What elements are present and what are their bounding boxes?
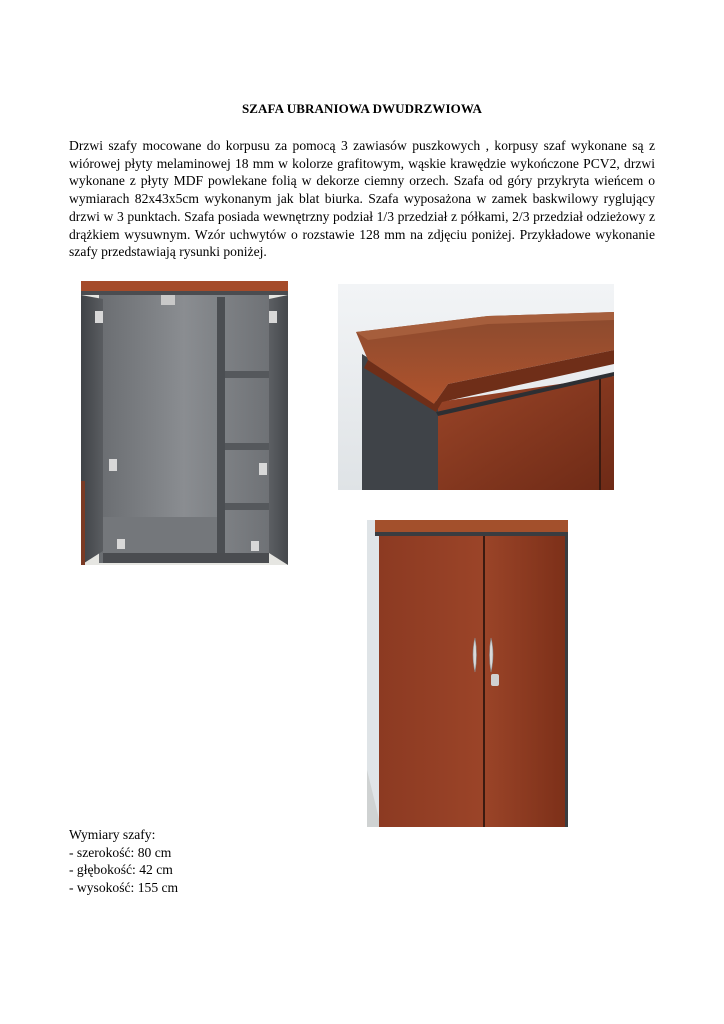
wardrobe-top-corner-photo bbox=[338, 284, 614, 490]
wardrobe-front-photo bbox=[367, 520, 568, 827]
dimension-depth: - głębokość: 42 cm bbox=[69, 862, 173, 877]
dimensions-block bbox=[69, 826, 178, 896]
wardrobe-interior-photo bbox=[81, 281, 288, 565]
dimension-width: - szerokość: 80 cm bbox=[69, 844, 172, 860]
description-paragraph: Drzwi szafy mocowane do korpusu za pomocą 3 zawiasów puszkowych , korpusy szaf wykonane są z wiórowej płyty melaminowej 18 mm w kolorze grafitowym, wąskie krawędzie wykończone PCV2, drzwi wykonane z płyty MDF powlekane folią w dekorze ciemny orzech. Szafa od góry przykryta wieńcem o wymiarach 82x43x5cm wykonanym jak blat biurka. Szafa wyposażona w zamek baskwilowy ryglujący drzwi w 3 punktach. Szafa posiada wewnętrzny podział 1/3 przedział z półkami, 2/3 przedział odzieżowy z drążkiem wysuwnym. Wzór uchwytów o rozstawie 128 mm na zdjęciu poniżej. Przykładowe wykonanie szafy przedstawiają rysunki poniżej. bbox=[69, 138, 655, 260]
document-title: SZAFA UBRANIOWA DWUDRZWIOWA bbox=[241, 101, 483, 116]
dimension-height: - wysokość: 155 cm bbox=[69, 879, 179, 895]
dimensions-heading: Wymiary szafy: bbox=[69, 827, 156, 842]
